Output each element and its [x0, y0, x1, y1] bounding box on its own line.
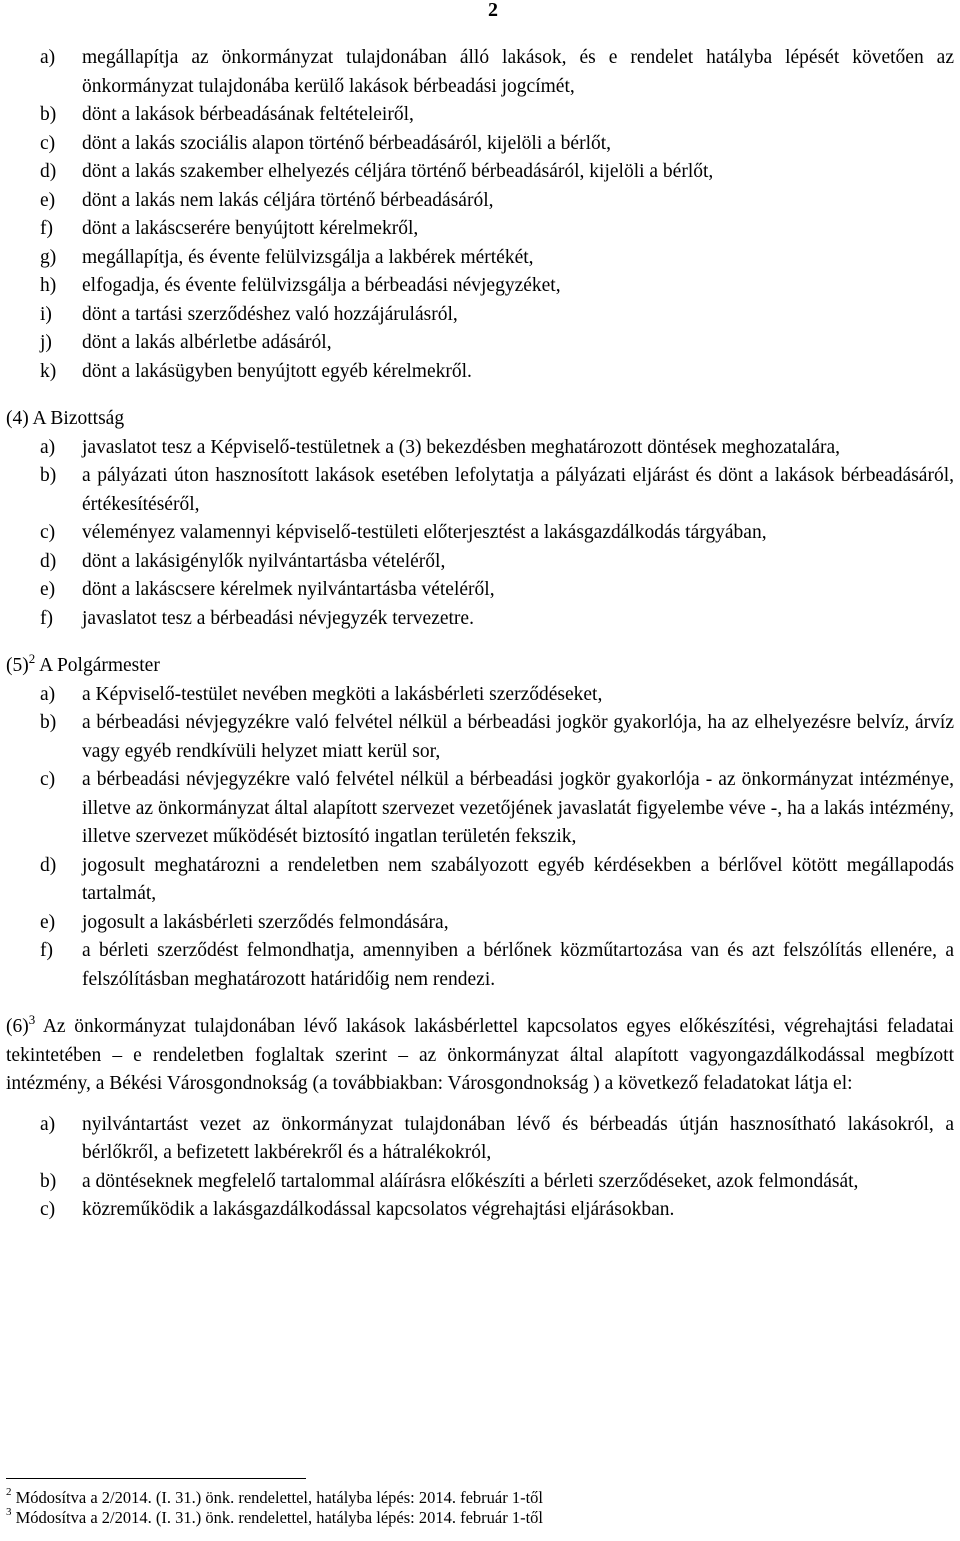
list-item: [0, 130, 960, 159]
list-section-3: [0, 44, 960, 386]
list-item: [0, 909, 960, 938]
list-item: [0, 709, 960, 766]
section-5-list: [0, 681, 960, 995]
list-item: [0, 1196, 960, 1225]
footnote-ref: 3: [28, 1011, 36, 1027]
item-letter: e): [40, 579, 56, 600]
item-text: közreműködik a lakásgazdálkodással kapcsolatos végrehajtási eljárásokban.: [82, 1199, 675, 1220]
item-text: megállapítja az önkormányzat tulajdonában álló lakások, és e rendelet hatályba lépését követően az önkormányzat tulajdonába kerülő lakások bérbeadási jogcímét,: [82, 47, 954, 97]
item-text: dönt a lakásigénylők nyilvántartásba vételéről,: [82, 550, 446, 572]
list-item: [0, 1168, 960, 1197]
footnotes: [6, 1485, 544, 1528]
list-item: [0, 519, 960, 548]
list-item: [0, 187, 960, 216]
section-6-list: [0, 1111, 960, 1225]
item-letter: f): [40, 940, 53, 961]
item-letter: k): [40, 360, 57, 382]
footnote-text: Módosítva a 2/2014. (I. 31.) önk. rendelettel, hatályba lépés: 2014. február 1-től: [15, 1508, 544, 1527]
item-text: dönt a lakásügyben benyújtott egyéb kérelmekről.: [82, 360, 472, 382]
item-text: megállapítja, és évente felülvizsgálja a lakbérek mértékét,: [82, 246, 534, 268]
item-letter: c): [40, 769, 56, 790]
list-item: [0, 301, 960, 330]
item-letter: g): [40, 246, 57, 268]
item-text: dönt a lakás albérletbe adásáról,: [82, 332, 332, 353]
item-letter: f): [40, 607, 53, 629]
section-intro: [0, 1013, 960, 1099]
item-text: dönt a lakás nem lakás céljára történő bérbeadásáról,: [82, 189, 494, 211]
item-letter: e): [40, 911, 56, 933]
item-text: jogosult meghatározni a rendeletben nem szabályozott egyéb kérdésekben a bérlővel kötött megállapodás tartalmát,: [82, 854, 954, 904]
item-text: elfogadja, és évente felülvizsgálja a bérbeadási névjegyzéket,: [82, 275, 561, 296]
list-item: [0, 434, 960, 463]
list-item: [0, 576, 960, 605]
section-heading: (4) A Bizottság: [6, 408, 125, 429]
item-text: dönt a lakás szociális alapon történő bérbeadásáról, kijelöli a bérlőt,: [82, 132, 612, 154]
item-text: dönt a lakáscsere kérelmek nyilvántartásba vételéről,: [82, 579, 495, 600]
item-letter: e): [40, 189, 56, 211]
item-text: javaslatot tesz a bérbeadási névjegyzék tervezetre.: [82, 607, 474, 629]
list-item: [0, 158, 960, 187]
item-letter: b): [40, 1170, 57, 1192]
list-item: [0, 329, 960, 358]
page-number: 2: [488, 0, 498, 21]
list-item: [0, 358, 960, 387]
item-text: a Képviselő-testület nevében megköti a lakásbérleti szerződéseket,: [82, 683, 603, 705]
footnote: [6, 1485, 544, 1508]
item-letter: c): [40, 1199, 56, 1220]
section-heading: [0, 652, 960, 681]
footnote-ref: 2: [28, 650, 36, 666]
item-letter: b): [40, 104, 57, 125]
item-letter: d): [40, 854, 57, 876]
item-text: dönt a lakások bérbeadásának feltételeiről,: [82, 104, 414, 125]
item-text: a döntéseknek megfelelő tartalommal aláírásra előkészíti a bérleti szerződéseket, azok felmondását,: [82, 1170, 859, 1192]
item-text: a bérleti szerződést felmondhatja, amennyiben a bérlőnek közműtartozása van és azt felszólítás ellenére, a felszólításban meghatározott határidőig nem rendezi.: [82, 940, 954, 990]
footnote-text: Módosítva a 2/2014. (I. 31.) önk. rendelettel, hatályba lépés: 2014. február 1-től: [15, 1488, 544, 1507]
item-text: a bérbeadási névjegyzékre való felvétel nélkül a bérbeadási jogkör gyakorlója - az önkormányzat intézménye, illetve az önkormányzat által alapított szervezet vezetőjének javaslatát figyelembe véve -, ha a lakás intézmény, illetve szervezet működését biztosító ingatlan területén fekszik,: [82, 769, 954, 847]
item-text: a bérbeadási névjegyzékre való felvétel nélkül a bérbeadási jogkör gyakorlója, ha az elhelyezésre belvíz, árvíz vagy egyéb rendkívüli helyzet miatt kerül sor,: [82, 712, 954, 762]
item-letter: c): [40, 132, 56, 154]
item-letter: a): [40, 436, 56, 458]
item-text: a pályázati úton hasznosított lakások esetében lefolytatja a pályázati eljárást és dönt a lakások bérbeadásáról, értékesítéséről,: [82, 465, 954, 515]
item-letter: c): [40, 522, 56, 543]
item-text: nyilvántartást vezet az önkormányzat tulajdonában lévő és bérbeadás útján hasznosítható lakásokról, a bérlőkről, a befizetett lakbérekről és a hátralékokról,: [82, 1113, 954, 1163]
item-text: dönt a lakáscserére benyújtott kérelmekről,: [82, 218, 419, 239]
footnote-number: 3: [6, 1505, 12, 1518]
list-item: [0, 44, 960, 101]
item-letter: b): [40, 465, 57, 486]
item-letter: j): [40, 332, 52, 353]
footnote-divider: [6, 1478, 306, 1479]
list-item: [0, 852, 960, 909]
list-item: [0, 1111, 960, 1168]
document-body: [0, 44, 960, 1225]
footnote-number: 2: [6, 1485, 12, 1498]
section-4: [0, 405, 960, 633]
section-6: [0, 1013, 960, 1225]
list-item: [0, 681, 960, 710]
item-letter: b): [40, 712, 57, 733]
item-text: dönt a lakás szakember elhelyezés céljára történő bérbeadásáról, kijelöli a bérlőt,: [82, 161, 714, 182]
list-item: [0, 272, 960, 301]
section-5: [0, 652, 960, 994]
item-letter: a): [40, 47, 56, 68]
list-item: [0, 548, 960, 577]
item-text: javaslatot tesz a Képviselő-testületnek a (3) bekezdésben meghatározott döntések meghozatalára,: [82, 436, 841, 458]
item-letter: d): [40, 550, 57, 572]
list-item: [0, 244, 960, 273]
footnote: [6, 1505, 544, 1528]
list-item: [0, 462, 960, 519]
item-letter: i): [40, 303, 52, 325]
list-item: [0, 215, 960, 244]
section-number: (5): [6, 655, 29, 676]
section-number: (6): [6, 1016, 29, 1037]
item-text: dönt a tartási szerződéshez való hozzájárulásról,: [82, 303, 458, 325]
section-4-list: [0, 434, 960, 634]
list-item: [0, 101, 960, 130]
item-text: jogosult a lakásbérleti szerződés felmondására,: [82, 911, 449, 933]
item-text: véleményez valamennyi képviselő-testületi előterjesztést a lakásgazdálkodás tárgyában,: [82, 522, 767, 543]
item-letter: d): [40, 161, 57, 182]
item-letter: f): [40, 218, 53, 239]
section-title: A Polgármester: [39, 655, 160, 676]
list-item: [0, 766, 960, 852]
item-letter: h): [40, 275, 57, 296]
item-letter: a): [40, 1113, 56, 1135]
list-item: [0, 937, 960, 994]
intro-text: Az önkormányzat tulajdonában lévő lakások lakásbérlettel kapcsolatos egyes előkészítési, végrehajtási feladatai tekintetében – e rendeletben foglaltak szerint – az önkormányzat által alapított vagyongazdálkodással megbízott intézmény, a Békési Városgondnokság (a továbbiakban: Városgondnokság ) a következő feladatokat látja el:: [6, 1016, 954, 1094]
item-letter: a): [40, 683, 56, 705]
list-item: [0, 605, 960, 634]
